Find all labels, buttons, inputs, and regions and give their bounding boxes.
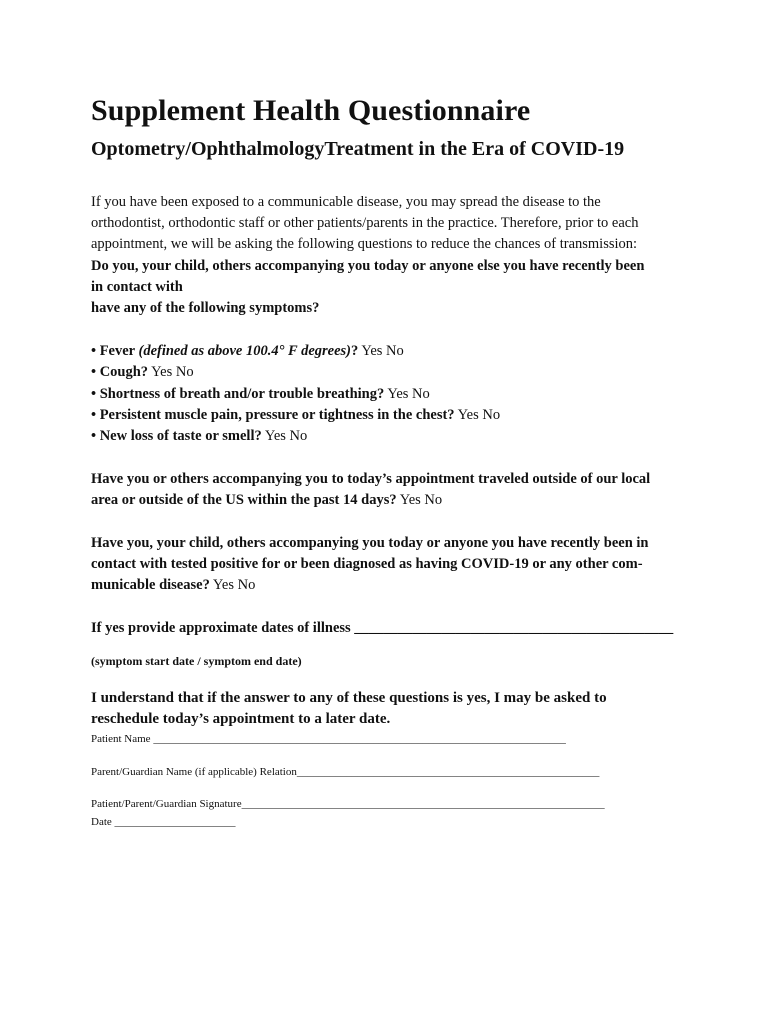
intro-line-2: orthodontist, orthodontic staff or other patients/parents in the practice. Therefore, prior to each bbox=[91, 215, 639, 231]
taste-smell-yes-no[interactable]: Yes No bbox=[261, 428, 308, 444]
page-subtitle: Optometry/OphthalmologyTreatment in the Era of COVID-19 bbox=[91, 138, 625, 160]
symptom-fever: • Fever (defined as above 100.4° F degrees)? Yes No bbox=[91, 343, 404, 359]
symptom-question-line-2: in contact with bbox=[91, 279, 183, 295]
symptom-question-line-1: Do you, your child, others accompanying you today or anyone else you have recently been bbox=[91, 258, 645, 274]
patient-name-field[interactable]: Patient Name ___________________________________________________________________________ bbox=[91, 733, 566, 745]
acknowledgement-line-1: I understand that if the answer to any of these questions is yes, I may be asked to bbox=[91, 690, 607, 706]
symptom-taste-smell: • New loss of taste or smell? Yes No bbox=[91, 428, 308, 444]
symptom-cough: • Cough? Yes No bbox=[91, 364, 194, 380]
symptom-question-line-3: have any of the following symptoms? bbox=[91, 300, 320, 316]
intro-line-3: appointment, we will be asking the following questions to reduce the chances of transmission: bbox=[91, 236, 638, 252]
intro-line-1: If you have been exposed to a communicable disease, you may spread the disease to the bbox=[91, 194, 601, 210]
illness-dates-hint: (symptom start date / symptom end date) bbox=[91, 654, 302, 668]
travel-question-line-1: Have you or others accompanying you to today’s appointment traveled outside of our local bbox=[91, 471, 651, 487]
fever-yes-no[interactable]: Yes No bbox=[358, 343, 404, 359]
contact-question-line-3: municable disease? Yes No bbox=[91, 577, 256, 593]
cough-yes-no[interactable]: Yes No bbox=[148, 364, 194, 380]
illness-dates-field[interactable]: If yes provide approximate dates of illness ____________________________________________ bbox=[91, 620, 674, 636]
travel-yes-no[interactable]: Yes No bbox=[396, 492, 443, 508]
page-title: Supplement Health Questionnaire bbox=[91, 94, 531, 127]
contact-question-line-2: contact with tested positive for or been diagnosed as having COVID-19 or any other com- bbox=[91, 556, 643, 572]
acknowledgement-line-2: reschedule today’s appointment to a later date. bbox=[91, 711, 391, 727]
breathing-yes-no[interactable]: Yes No bbox=[384, 386, 430, 402]
muscle-pain-yes-no[interactable]: Yes No bbox=[454, 407, 501, 423]
date-field[interactable]: Date ______________________ bbox=[91, 816, 236, 828]
contact-question-line-1: Have you, your child, others accompanying you today or anyone you have recently been in bbox=[91, 535, 649, 551]
symptom-muscle-pain: • Persistent muscle pain, pressure or tightness in the chest? Yes No bbox=[91, 407, 501, 423]
signature-field[interactable]: Patient/Parent/Guardian Signature__________________________________________________________________ bbox=[91, 798, 605, 810]
contact-yes-no[interactable]: Yes No bbox=[209, 577, 256, 593]
guardian-name-field[interactable]: Parent/Guardian Name (if applicable) Relation_______________________________________________________ bbox=[91, 766, 600, 778]
symptom-breathing: • Shortness of breath and/or trouble breathing? Yes No bbox=[91, 386, 430, 402]
travel-question-line-2: area or outside of the US within the past 14 days? Yes No bbox=[91, 492, 443, 508]
